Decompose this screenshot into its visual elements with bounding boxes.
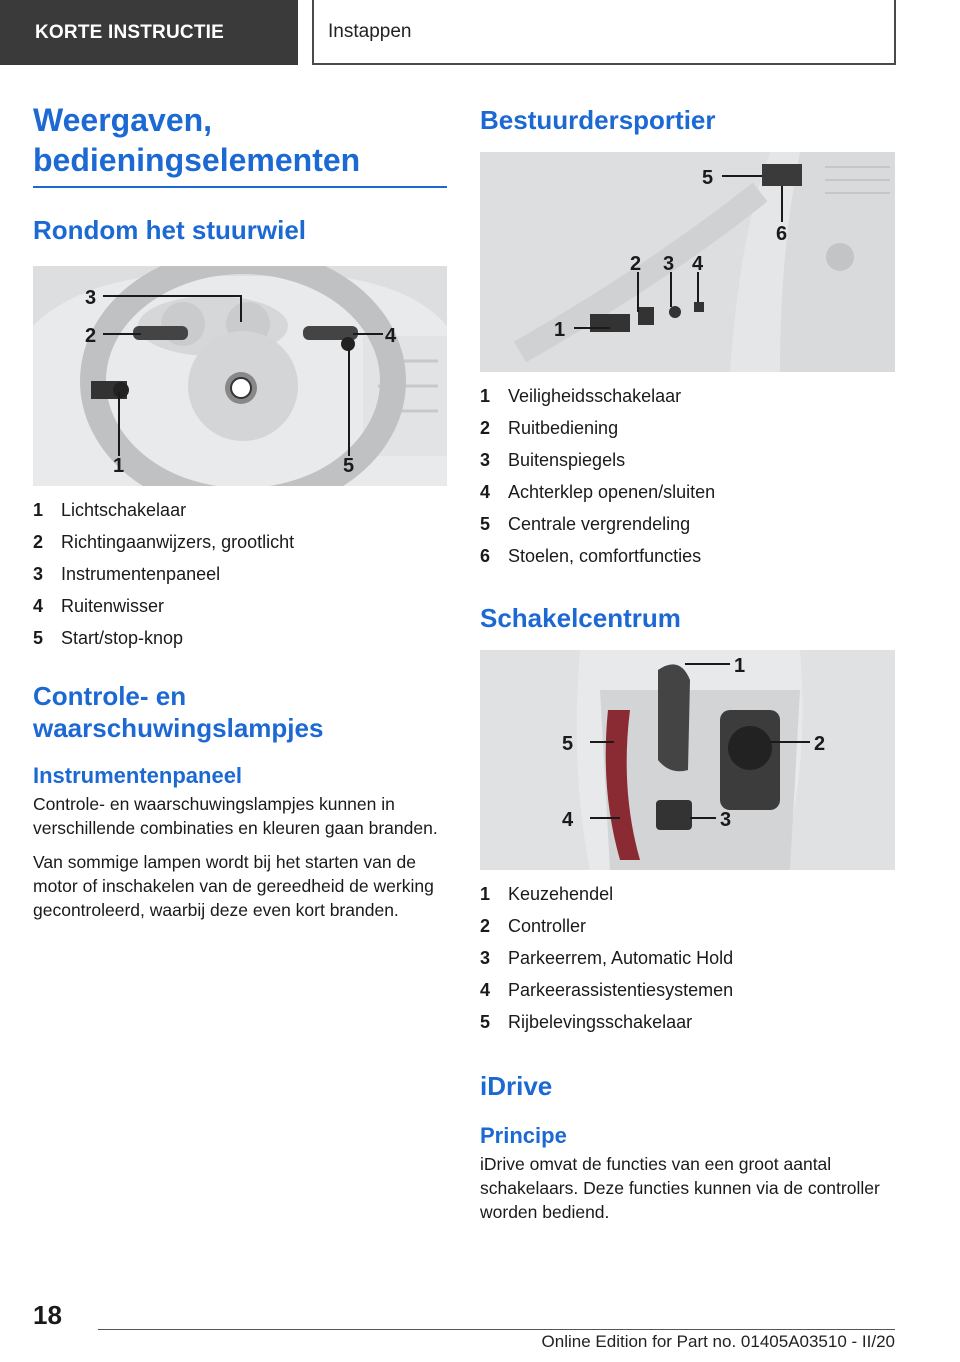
- warnings-heading-line1: Controle- en: [33, 681, 187, 711]
- left-column: [33, 100, 447, 922]
- console-callout-4: 4: [562, 809, 574, 831]
- instrument-panel-subheading: Instrumentenpaneel: [33, 763, 243, 788]
- console-image: [480, 650, 895, 870]
- warnings-paragraph-2: Van sommige lampen wordt bij het starten van de motor of inschakelen van de gereedheid de werking gecontroleerd, waarbij deze even kort branden.: [33, 852, 434, 920]
- legend-item: 3 Instrumentenpaneel: [33, 564, 221, 584]
- idrive-heading: iDrive: [480, 1071, 553, 1101]
- door-callout-1: 1: [554, 319, 566, 341]
- legend-item: 4 Parkeerassistentiesystemen: [480, 980, 734, 1000]
- driver-door-illustration: [480, 152, 895, 372]
- warnings-paragraph-1: Controle- en waarschuwingslampjes kunnen in verschillende combinaties en kleuren gaan branden.: [33, 794, 438, 838]
- console-callout-1: 1: [734, 655, 746, 677]
- legend-item: 4 Ruitenwisser: [33, 596, 165, 616]
- legend-item: 1 Lichtschakelaar: [33, 500, 187, 520]
- legend-item: 6 Stoelen, comfortfuncties: [480, 546, 702, 566]
- steering-callout-2: 2: [85, 325, 97, 347]
- footer-edition: Online Edition for Part no. 01405A03510 - II/20: [541, 1332, 895, 1351]
- driver-door-image: [480, 152, 895, 372]
- steering-heading: Rondom het stuurwiel: [33, 215, 306, 245]
- door-callout-5: 5: [702, 167, 714, 189]
- door-callout-3: 3: [663, 253, 675, 275]
- door-legend: [480, 380, 895, 572]
- steering-wheel-illustration: [33, 266, 447, 486]
- legend-item: 5 Centrale vergrendeling: [480, 514, 691, 534]
- console-illustration: [480, 650, 895, 870]
- console-heading: Schakelcentrum: [480, 603, 681, 633]
- door-callout-4: 4: [692, 253, 704, 275]
- steering-callout-3: 3: [85, 287, 97, 309]
- steering-callout-1: 1: [113, 455, 125, 477]
- idrive-paragraph: iDrive omvat de functies van een groot aantal schakelaars. Deze functies kunnen via de controller worden bediend.: [480, 1154, 880, 1222]
- section-title: Instappen: [312, 0, 896, 65]
- page-number: 18: [33, 1300, 62, 1330]
- legend-item: 2 Controller: [480, 916, 587, 936]
- legend-item: 2 Ruitbediening: [480, 418, 619, 438]
- steering-callout-5: 5: [343, 455, 355, 477]
- legend-item: 3 Buitenspiegels: [480, 450, 626, 470]
- legend-item: 1 Veiligheidsschakelaar: [480, 386, 682, 406]
- footer-rule: [98, 1329, 895, 1330]
- principle-subheading: Principe: [480, 1123, 567, 1148]
- legend-item: 5 Rijbelevingsschakelaar: [480, 1012, 693, 1032]
- console-legend: [480, 878, 895, 1038]
- steering-callout-4: 4: [385, 325, 397, 347]
- console-callout-5: 5: [562, 733, 574, 755]
- right-column: [480, 100, 895, 1224]
- title-rule: [33, 186, 447, 188]
- legend-item: 2 Richtingaanwijzers, grootlicht: [33, 532, 295, 552]
- console-callout-2: 2: [814, 733, 826, 755]
- steering-wheel-image: [33, 266, 447, 486]
- page-title-line1: Weergaven,: [33, 102, 213, 138]
- warnings-heading: [33, 680, 447, 744]
- legend-item: 5 Start/stop-knop: [33, 628, 184, 648]
- legend-item: 4 Achterklep openen/sluiten: [480, 482, 716, 502]
- legend-item: 1 Keuzehendel: [480, 884, 614, 904]
- door-callout-2: 2: [630, 253, 642, 275]
- legend-item: 3 Parkeerrem, Automatic Hold: [480, 948, 734, 968]
- steering-legend: [33, 494, 447, 654]
- warnings-heading-line2: waarschuwingslampjes: [33, 713, 324, 743]
- page-title: [33, 100, 447, 180]
- door-heading: Bestuurdersportier: [480, 105, 716, 135]
- console-callout-3: 3: [720, 809, 732, 831]
- page-title-line2: bedieningselementen: [33, 142, 361, 178]
- chapter-tab: KORTE INSTRUCTIE: [0, 0, 298, 65]
- door-callout-6: 6: [776, 223, 788, 245]
